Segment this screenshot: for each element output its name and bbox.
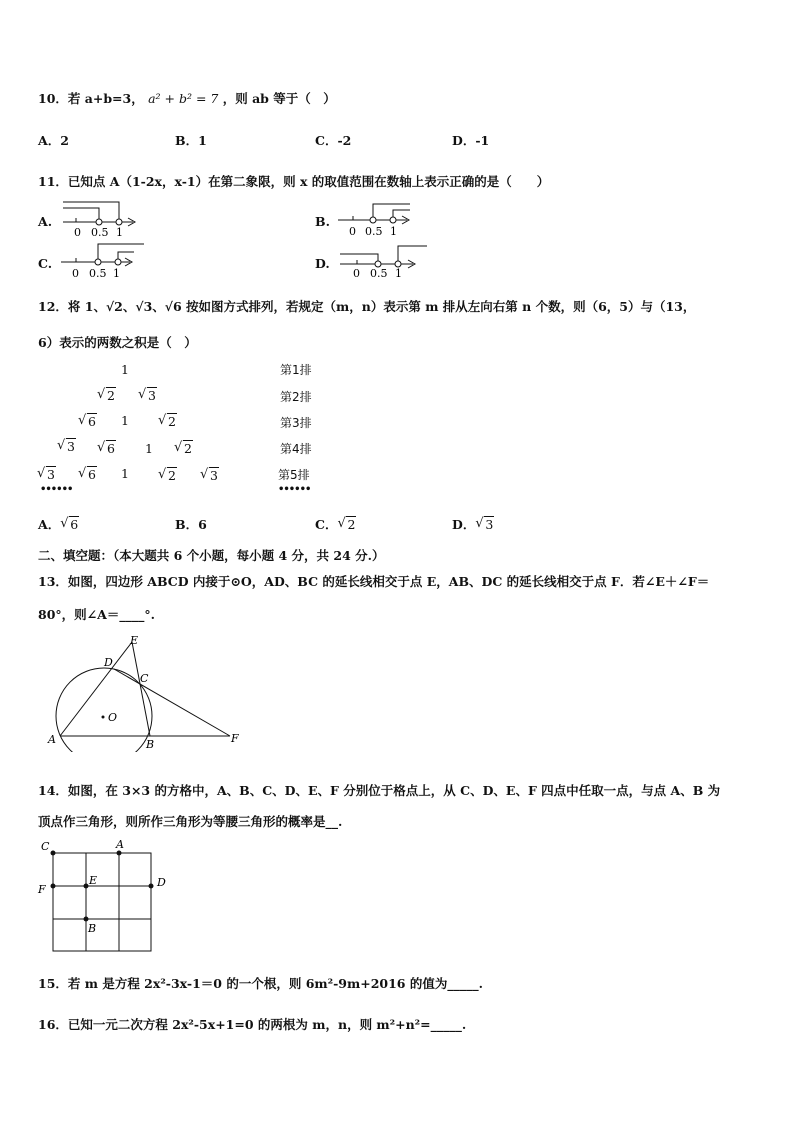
q12-stem-line2: 6）表示的两数之积是（ ）: [38, 335, 197, 350]
label-C: C: [41, 840, 50, 853]
num-sqrt6: √ 6: [97, 441, 116, 456]
q10-option-d[interactable]: D．-1: [452, 133, 490, 148]
q15-stem: 15．若 m 是方程 2x²-3x-1＝0 的一个根，则 6m²-9m+2016 的值为_____.: [38, 976, 483, 991]
num-sqrt2: √ 2: [158, 414, 177, 429]
label-F: F: [38, 883, 46, 896]
q13-line2: 80°，则∠A＝____°.: [38, 607, 155, 622]
num-1: 1: [121, 362, 129, 377]
q16-stem: 16．已知一元二次方程 2x²-5x+1=0 的两根为 m，n，则 m²+n²=_____.: [38, 1017, 467, 1032]
q12-option-a[interactable]: A．√ 6: [38, 515, 79, 533]
q11-stem: 11．已知点 A（1-2x，x-1）在第二象限，则 x 的取值范围在数轴上表示正确的是（ ）: [38, 174, 550, 189]
num-1: 1: [121, 413, 129, 428]
ellipsis-left: ••••••: [40, 484, 73, 495]
num-sqrt2: √ 2: [158, 468, 177, 483]
svg-text:0.5: 0.5: [89, 267, 107, 280]
num-sqrt6: √ 6: [78, 414, 97, 429]
label-F: F: [231, 732, 239, 745]
svg-text:1: 1: [395, 267, 402, 280]
svg-text:0.5: 0.5: [370, 267, 388, 280]
num-sqrt3: √ 3: [37, 467, 56, 482]
row-label-2: 第2排: [280, 390, 312, 404]
q12-stem-line1: 12．将 1、√2、√3、√6 按如图方式排列，若规定（m，n）表示第 m 排从左向右第 n 个数，则（6，5）与（13，: [38, 299, 696, 314]
num-1: 1: [121, 466, 129, 481]
q14-grid-figure: [36, 838, 176, 958]
tick-0: 0: [74, 226, 81, 239]
row-label-5: 第5排: [278, 468, 310, 482]
label-A: A: [48, 733, 56, 746]
num-sqrt6: √ 6: [78, 467, 97, 482]
q14-line2: 顶点作三角形，则所作三角形为等腰三角形的概率是__.: [38, 814, 343, 829]
svg-text:0: 0: [349, 225, 356, 238]
q10-stem: [38, 89, 336, 107]
q10-option-c[interactable]: C．-2: [315, 133, 352, 148]
label-E: E: [130, 634, 139, 647]
label-B: B: [146, 738, 155, 751]
q11-number-line-c: [58, 240, 150, 280]
q14-line1: 14．如图，在 3×3 的方格中，A、B、C、D、E、F 分别位于格点上，从 C、D、E、F 四点中任取一点，与点 A、B 为: [38, 783, 721, 798]
q10-option-b[interactable]: B．1: [175, 133, 207, 148]
ellipsis-right: ••••••: [278, 484, 311, 495]
label-C: C: [140, 672, 149, 685]
label-D: D: [157, 876, 166, 889]
q11-option-d-label[interactable]: D.: [315, 256, 330, 271]
tick-05: 0.5: [91, 226, 109, 239]
label-D: D: [104, 656, 113, 669]
svg-text:0: 0: [72, 267, 79, 280]
row-label-1: 第1排: [280, 363, 312, 377]
svg-text:0.5: 0.5: [365, 225, 383, 238]
svg-text:1: 1: [113, 267, 120, 280]
num-sqrt3: √ 3: [200, 468, 219, 483]
svg-text:1: 1: [390, 225, 397, 238]
num-sqrt3: √ 3: [138, 388, 157, 403]
q12-option-b[interactable]: B．6: [175, 517, 207, 532]
q13-circle-figure: [40, 632, 250, 752]
q12-option-c[interactable]: C．√ 2: [315, 515, 356, 533]
q10-formula: a² + b² = 7: [148, 91, 219, 106]
q11-option-c-label[interactable]: C.: [38, 256, 53, 271]
label-A: A: [116, 838, 124, 851]
q12-option-d[interactable]: D．√ 3: [452, 515, 494, 533]
num-sqrt2: √ 2: [97, 388, 116, 403]
num-sqrt2: √ 2: [174, 441, 193, 456]
tick-1: 1: [116, 226, 123, 239]
label-E: E: [89, 874, 98, 887]
label-O: O: [108, 711, 118, 724]
q11-number-line-d: [335, 244, 430, 282]
q10-stem-a: 10．若 a+b=3，: [38, 91, 144, 106]
q11-number-line-b: [335, 200, 425, 240]
section-heading: 二、填空题：（本大题共 6 个小题，每小题 4 分，共 24 分.）: [38, 548, 385, 563]
label-B: B: [88, 922, 97, 935]
num-sqrt3: √ 3: [57, 439, 76, 454]
q13-line1: 13．如图，四边形 ABCD 内接于⊙O，AD、BC 的延长线相交于点 E，AB、DC 的延长线相交于点 F．若∠E＋∠F＝: [38, 574, 710, 589]
q10-stem-b: ，则 ab 等于（ ）: [222, 91, 336, 106]
num-1: 1: [145, 441, 153, 456]
row-label-4: 第4排: [280, 442, 312, 456]
q10-option-a[interactable]: A．2: [38, 133, 69, 148]
svg-text:0: 0: [353, 267, 360, 280]
row-label-3: 第3排: [280, 416, 312, 430]
q11-number-line-a: [58, 198, 148, 240]
q11-option-b-label[interactable]: B.: [315, 214, 330, 229]
q11-option-a-label[interactable]: A.: [38, 214, 53, 229]
